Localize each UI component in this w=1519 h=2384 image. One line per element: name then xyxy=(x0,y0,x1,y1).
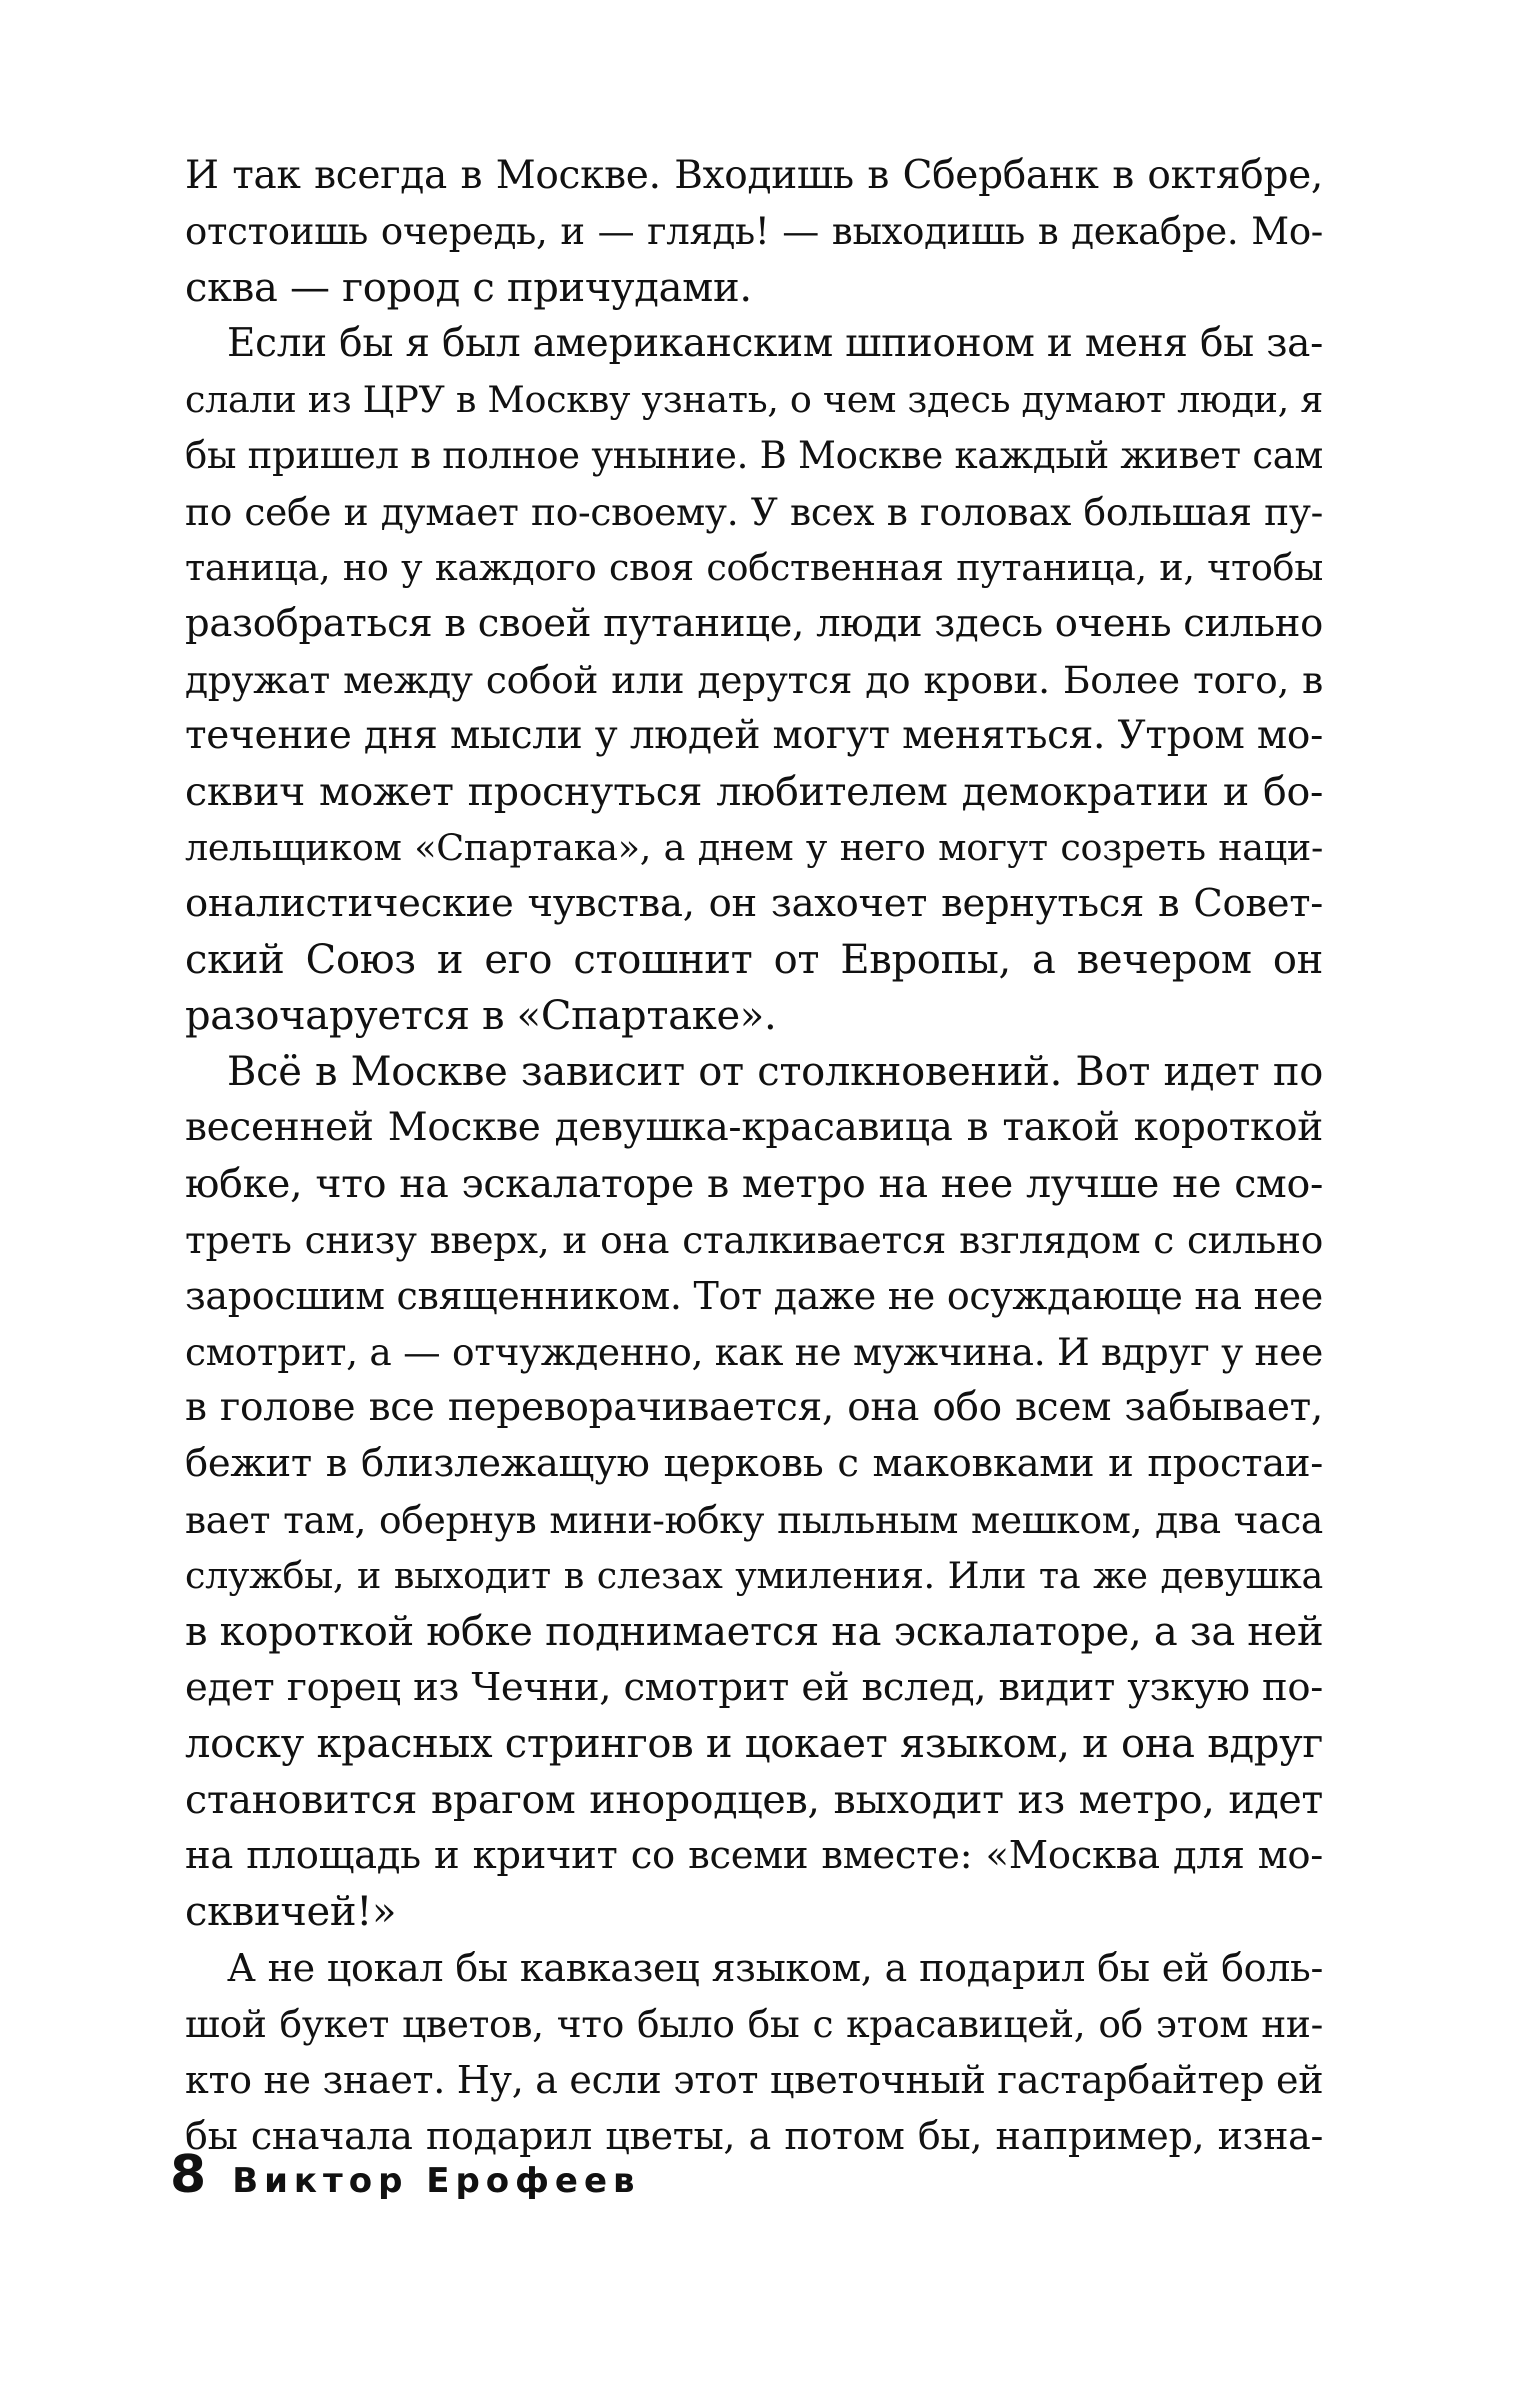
text-line: дружат между собой или дерутся до крови. Более того, в xyxy=(185,658,1323,702)
text-line: службы, и выходит в слезах умиления. Или та же девушка xyxy=(185,1554,1323,1597)
text-line: сквичей!» xyxy=(185,1889,397,1935)
text-line: становится врагом инородцев, выходит из метро, идет xyxy=(185,1777,1323,1823)
text-line: кто не знает. Ну, а если этот цветочный гастарбайтер ей xyxy=(185,2058,1324,2102)
paragraph-first-line: А не цокал бы кавказец языком, а подарил бы ей боль- xyxy=(227,1946,1323,1990)
text-line: вает там, обернув мини-юбку пыльным мешком, два часа xyxy=(185,1498,1323,1542)
paragraph-first-line: Если бы я был американским шпионом и меня бы за- xyxy=(227,321,1323,366)
text-line: течение дня мысли у людей могут меняться. Утром мо- xyxy=(185,713,1323,758)
text-line: оналистические чувства, он захочет вернуться в Совет- xyxy=(185,881,1323,926)
text-line: в голове все переворачивается, она обо всем забывает, xyxy=(185,1385,1323,1430)
text-line: по себе и думает по-своему. У всех в головах большая пу- xyxy=(185,490,1323,534)
text-line: лоску красных стрингов и цокает языком, и она вдруг xyxy=(185,1721,1323,1767)
text-line: бы сначала подарил цветы, а потом бы, например, изна- xyxy=(185,2114,1323,2158)
text-line: сква — город с причудами. xyxy=(185,265,752,311)
page-footer xyxy=(170,2145,641,2215)
text-line: ский Союз и его стошнит от Европы, а вечером он xyxy=(185,937,1323,983)
text-line: сквич может проснуться любителем демократии и бо- xyxy=(185,769,1323,815)
text-line: лельщиком «Спартака», а днем у него могут созреть наци- xyxy=(185,826,1323,869)
text-line: шой букет цветов, что было бы с красавицей, об этом ни- xyxy=(185,2002,1323,2046)
text-line: заросшим священником. Тот даже не осуждающе на нее xyxy=(185,1274,1323,1318)
text-line: едет горец из Чечни, смотрит ей вслед, видит узкую по- xyxy=(185,1665,1323,1710)
body-text xyxy=(185,148,1323,2164)
text-line: отстоишь очередь, и — глядь! — выходишь в декабре. Мо- xyxy=(185,210,1323,253)
page-number: 8 xyxy=(170,2145,207,2205)
text-line: весенней Москве девушка-красавица в такой короткой xyxy=(185,1105,1323,1150)
running-head-author: Виктор Ерофеев xyxy=(232,2161,641,2201)
paragraph-first-line: Всё в Москве зависит от столкновений. Вот идет по xyxy=(227,1049,1323,1095)
text-line: разочаруется в «Спартаке». xyxy=(185,993,777,1039)
text-line: слали из ЦРУ в Москву узнать, о чем здесь думают люди, я xyxy=(185,378,1323,421)
text-line: таница, но у каждого своя собственная путаница, и, чтобы xyxy=(185,546,1323,589)
text-line: бежит в близлежащую церковь с маковками и простаи- xyxy=(185,1441,1323,1486)
text-line: юбке, что на эскалаторе в метро на нее лучше не смо- xyxy=(185,1161,1323,1207)
text-line: на площадь и кричит со всеми вместе: «Москва для мо- xyxy=(185,1833,1323,1878)
text-line: И так всегда в Москве. Входишь в Сбербанк в октябре, xyxy=(185,153,1323,198)
text-line: треть снизу вверх, и она сталкивается взглядом с сильно xyxy=(185,1218,1323,1262)
text-line: в короткой юбке поднимается на эскалаторе, а за ней xyxy=(185,1609,1324,1655)
text-line: смотрит, а — отчужденно, как не мужчина. И вдруг у нее xyxy=(185,1330,1323,1374)
text-line: бы пришел в полное уныние. В Москве каждый живет сам xyxy=(185,434,1323,477)
text-line: разобраться в своей путанице, люди здесь очень сильно xyxy=(185,601,1323,646)
